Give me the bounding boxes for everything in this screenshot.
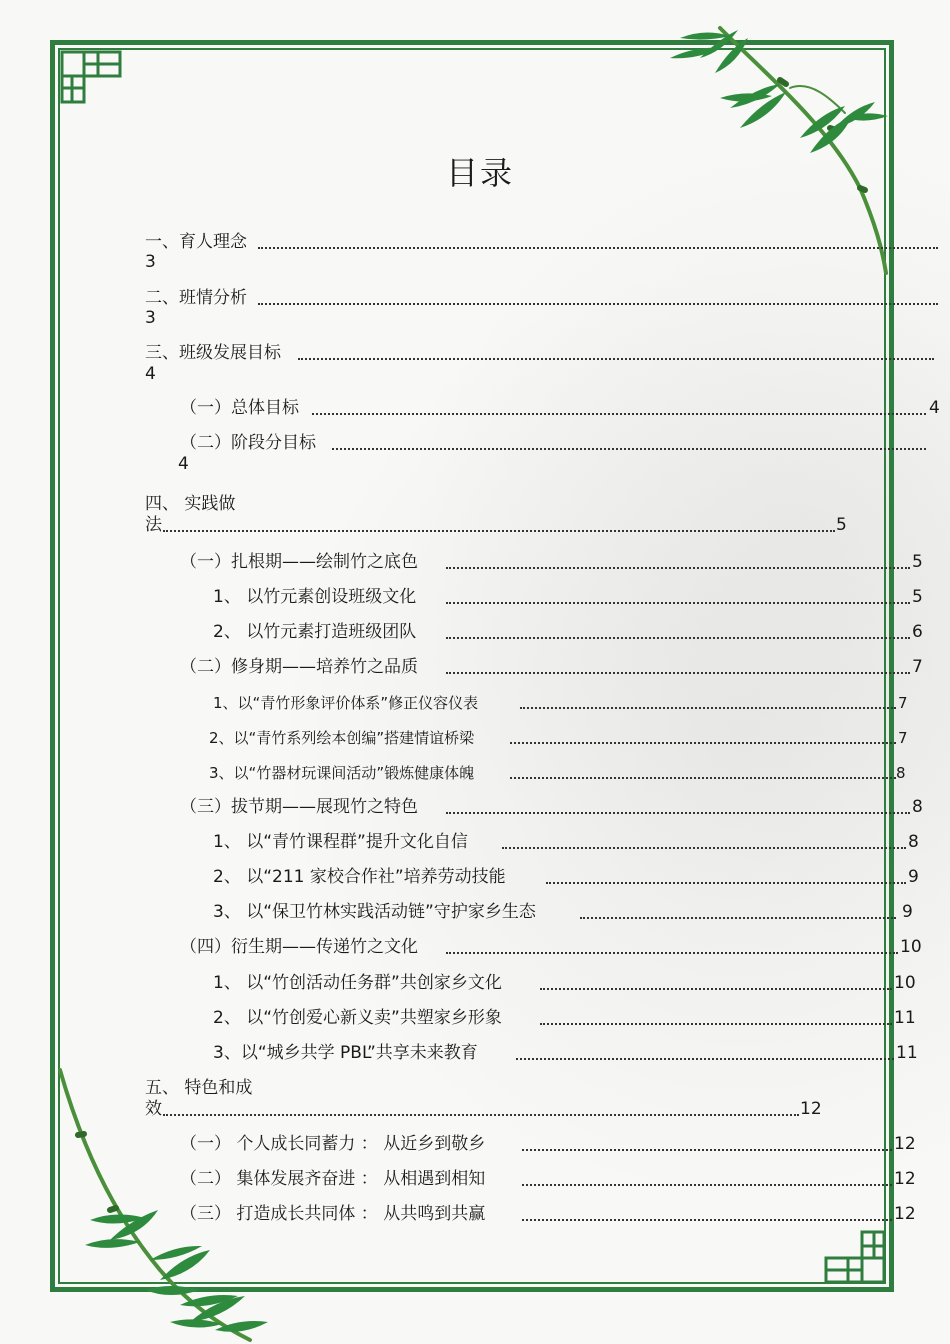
- toc-entry-text-continued: 效: [145, 1099, 162, 1119]
- toc-entry-text: 3、 以“保卫竹林实践活动链”守护家乡生态: [213, 902, 536, 922]
- bamboo-decoration-bottom-left: [50, 1060, 280, 1344]
- toc-entry-text: 三、班级发展目标: [145, 343, 281, 363]
- toc-page-number: 12: [894, 1204, 916, 1224]
- toc-page-number: 5: [912, 587, 923, 607]
- toc-entry-text: 3、以“竹器材玩课间活动”锻炼健康体魄: [209, 764, 475, 782]
- toc-entry-4-2[interactable]: [180, 657, 418, 677]
- toc-entry-text: （四）衍生期——传递竹之文化: [180, 937, 418, 957]
- toc-leader-dots: [298, 358, 934, 360]
- toc-entry-text: 2、以“青竹系列绘本创编”搭建情谊桥梁: [209, 729, 475, 747]
- toc-leader-dots: [446, 672, 910, 674]
- toc-entry-4-4[interactable]: [180, 937, 418, 957]
- toc-entry-4-wrap: [145, 515, 162, 535]
- toc-leader-dots: [446, 602, 910, 604]
- toc-leader-dots: [446, 637, 910, 639]
- toc-entry-text: 一、育人理念: [145, 232, 247, 252]
- toc-leader-dots: [516, 1058, 894, 1060]
- toc-entry-4-4-3[interactable]: [213, 1043, 478, 1063]
- toc-entry-4-3-1[interactable]: [213, 832, 468, 852]
- toc-page-number: 4: [145, 364, 156, 384]
- toc-leader-dots: [332, 448, 926, 450]
- toc-entry-4-4-1[interactable]: [213, 973, 502, 993]
- toc-entry-4-1-2[interactable]: [213, 622, 416, 642]
- toc-page-number: 3: [145, 252, 156, 272]
- toc-page-number: 7: [898, 729, 908, 747]
- toc-page-number: 11: [896, 1043, 918, 1063]
- toc-entry-4-1-1[interactable]: [213, 587, 416, 607]
- toc-page-number: 5: [836, 515, 847, 535]
- toc-leader-dots: [163, 530, 835, 532]
- toc-entry-4-2-1[interactable]: [213, 693, 478, 713]
- toc-entry-text: （三） 打造成长共同体 ： 从共鸣到共赢: [180, 1204, 486, 1224]
- lattice-corner-top-left: [58, 48, 122, 104]
- toc-entry-5-2[interactable]: [180, 1169, 485, 1189]
- toc-page-number: 8: [912, 797, 923, 817]
- toc-entry-text: （二）修身期——培养竹之品质: [180, 657, 418, 677]
- toc-entry-text: 2、 以“竹创爱心新义卖”共塑家乡形象: [213, 1008, 502, 1028]
- toc-leader-dots: [312, 413, 926, 415]
- toc-page-number: 8: [896, 764, 906, 782]
- toc-page-number: 5: [912, 552, 923, 572]
- toc-entry-4-3-2[interactable]: [213, 867, 506, 887]
- toc-entry-text: 1、 以“竹创活动任务群”共创家乡文化: [213, 973, 502, 993]
- toc-entry-2[interactable]: [145, 288, 247, 308]
- toc-entry-text: 五、 特色和成: [145, 1078, 253, 1098]
- toc-page-number: 10: [894, 973, 916, 993]
- toc-entry-text: 3、以“城乡共学 PBL”共享未来教育: [213, 1043, 478, 1063]
- toc-page-number: 7: [912, 657, 923, 677]
- toc-entry-text: 二、班情分析: [145, 288, 247, 308]
- toc-leader-dots: [540, 1023, 892, 1025]
- toc-page-number: 10: [900, 937, 922, 957]
- toc-leader-dots: [580, 917, 896, 919]
- toc-entry-4[interactable]: [145, 494, 235, 514]
- toc-page-number: 11: [894, 1008, 916, 1028]
- toc-entry-text: 1、 以“青竹课程群”提升文化自信: [213, 832, 468, 852]
- toc-entry-4-3[interactable]: [180, 797, 418, 817]
- toc-page-number: 3: [145, 308, 156, 328]
- toc-leader-dots: [520, 707, 896, 709]
- toc-page-number: 12: [894, 1134, 916, 1154]
- toc-page-number: 9: [902, 902, 913, 922]
- toc-entry-text: （一） 个人成长同蓄力 ： 从近乡到敬乡: [180, 1134, 486, 1154]
- toc-leader-dots: [522, 1184, 892, 1186]
- toc-entry-text-continued: 法: [145, 515, 162, 535]
- toc-leader-dots: [522, 1219, 892, 1221]
- toc-page-number: 4: [929, 398, 940, 418]
- toc-leader-dots: [163, 1114, 799, 1116]
- toc-leader-dots: [502, 847, 906, 849]
- toc-leader-dots: [258, 247, 938, 249]
- toc-entry-text: 1、 以竹元素创设班级文化: [213, 587, 417, 607]
- toc-entry-text: 四、 实践做: [145, 494, 236, 514]
- toc-entry-text: （一）扎根期——绘制竹之底色: [180, 552, 418, 572]
- toc-entry-text: 2、 以“211 家校合作社”培养劳动技能: [213, 867, 506, 887]
- page-title: 目录: [445, 154, 514, 192]
- toc-entry-5-wrap: [145, 1099, 162, 1119]
- toc-entry-text: 2、 以竹元素打造班级团队: [213, 622, 417, 642]
- toc-entry-5[interactable]: [145, 1078, 252, 1098]
- toc-leader-dots: [446, 812, 910, 814]
- toc-leader-dots: [510, 777, 896, 779]
- toc-entry-1[interactable]: [145, 232, 247, 252]
- toc-entry-text: （三）拔节期——展现竹之特色: [180, 797, 418, 817]
- toc-entry-4-3-3[interactable]: [213, 902, 536, 922]
- toc-entry-3-2[interactable]: [180, 433, 316, 453]
- toc-page-number: 7: [898, 694, 908, 712]
- toc-entry-3-1[interactable]: [180, 398, 299, 418]
- toc-entry-5-1[interactable]: [180, 1134, 485, 1154]
- toc-page-number: 8: [908, 832, 919, 852]
- toc-entry-text: （一）总体目标: [180, 398, 299, 418]
- toc-page-number: 9: [908, 867, 919, 887]
- toc-page-number: 4: [178, 454, 189, 474]
- toc-page-number: 6: [912, 622, 923, 642]
- toc-page-number: 12: [894, 1169, 916, 1189]
- toc-entry-4-2-3[interactable]: [209, 763, 474, 783]
- toc-leader-dots: [258, 303, 938, 305]
- toc-leader-dots: [446, 952, 898, 954]
- toc-entry-4-4-2[interactable]: [213, 1008, 502, 1028]
- toc-entry-4-1[interactable]: [180, 552, 418, 572]
- toc-entry-4-2-2[interactable]: [209, 728, 474, 748]
- toc-entry-text: （二）阶段分目标: [180, 433, 316, 453]
- toc-entry-text: （二） 集体发展齐奋进 ： 从相遇到相知: [180, 1169, 486, 1189]
- toc-entry-text: 1、以“青竹形象评价体系”修正仪容仪表: [213, 694, 479, 712]
- toc-leader-dots: [540, 988, 892, 990]
- toc-leader-dots: [546, 882, 906, 884]
- toc-leader-dots: [446, 567, 910, 569]
- toc-entry-3[interactable]: [145, 343, 281, 363]
- toc-entry-5-3[interactable]: [180, 1204, 485, 1224]
- toc-leader-dots: [522, 1149, 892, 1151]
- lattice-corner-bottom-right: [824, 1230, 888, 1286]
- toc-page-number: 12: [800, 1099, 822, 1119]
- toc-leader-dots: [510, 742, 896, 744]
